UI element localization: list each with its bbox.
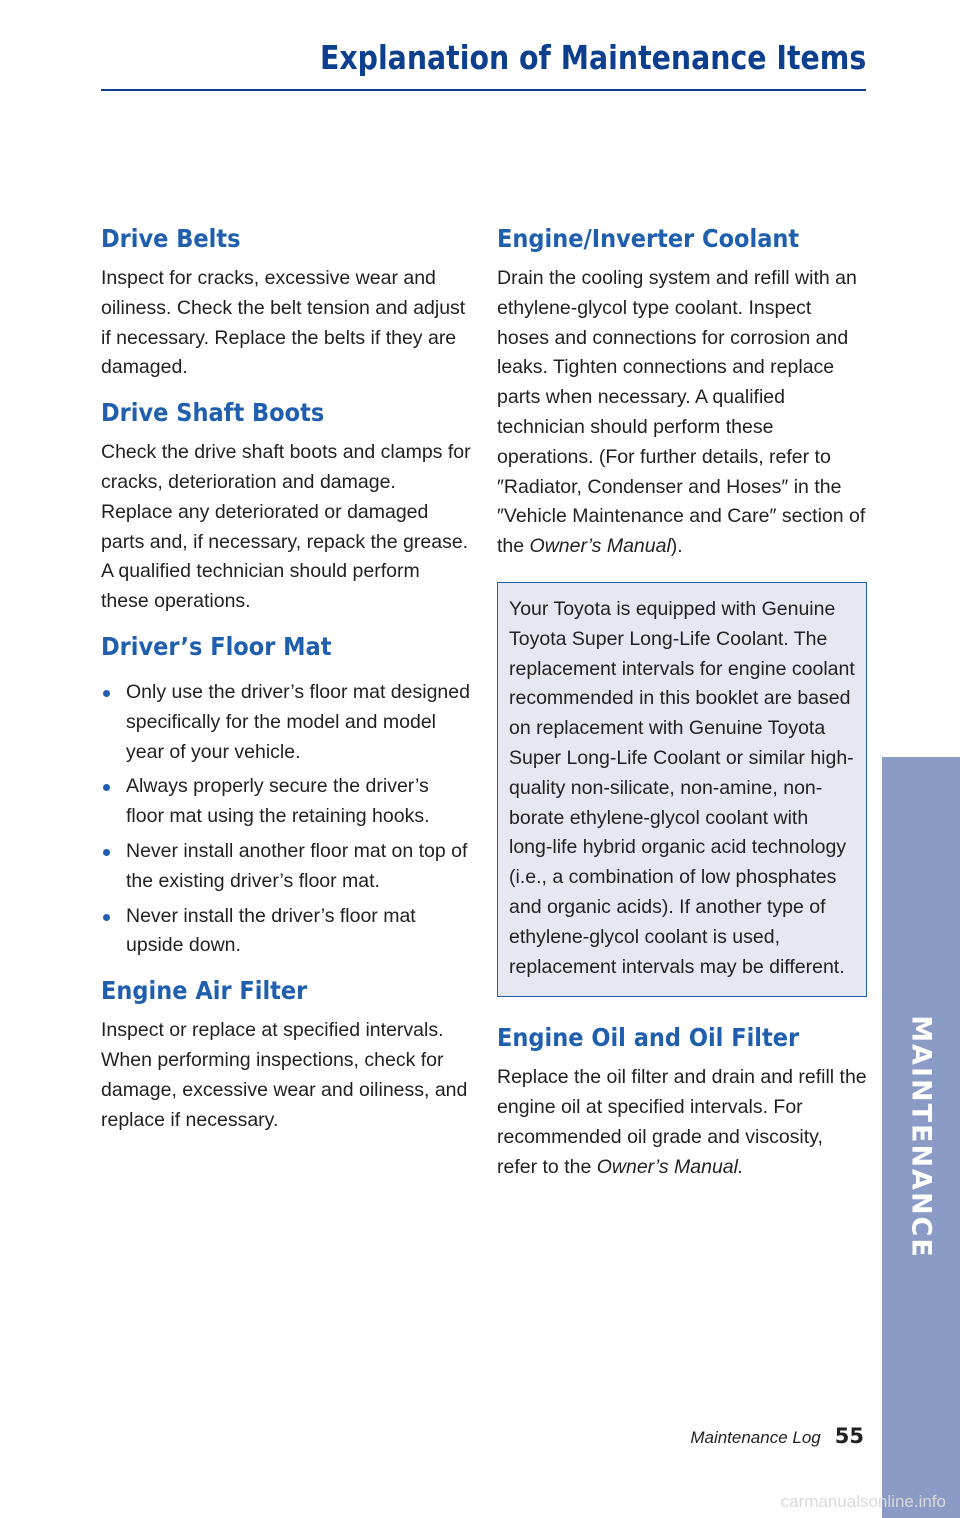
heading-drive-shaft-boots: Drive Shaft Boots <box>101 398 325 428</box>
text-drive-belts: Inspect for cracks, excessive wear and oiliness. Check the belt tension and adjust if necessary. Replace the belts if they are damaged. <box>101 267 466 379</box>
section-coolant <box>497 222 867 997</box>
bullet-icon <box>103 784 110 791</box>
text-drive-shaft-boots: Check the drive shaft boots and clamps for cracks, deterioration and damage. Replace any deteriorated or damaged parts and, if necessary, repack the grease. A qualified technician should perform these operations. <box>101 441 471 613</box>
side-tab-label: MAINTENANCE <box>905 1015 937 1259</box>
list-item <box>101 772 471 832</box>
bullet-icon <box>103 849 110 856</box>
heading-engine-oil: Engine Oil and Oil Filter <box>497 1023 800 1053</box>
list-item <box>101 837 471 897</box>
section-engine-air-filter <box>101 974 471 1135</box>
manual-reference: Owner’s Manual. <box>596 1155 744 1178</box>
section-floor-mat <box>101 630 471 961</box>
right-column <box>497 222 867 1183</box>
page-title: Explanation of Maintenance Items <box>319 38 866 77</box>
page-number: 55 <box>834 1424 864 1448</box>
bullet-icon <box>103 914 110 921</box>
list-item-text: Never install another floor mat on top of the existing driver’s floor mat. <box>126 839 468 892</box>
footer-label: Maintenance Log <box>690 1428 821 1447</box>
heading-engine-air-filter: Engine Air Filter <box>101 976 308 1006</box>
coolant-note-box <box>497 582 867 997</box>
section-side-tab <box>882 757 960 1518</box>
list-item-text: Always properly secure the driver’s floor mat using the retaining hooks. <box>126 775 430 828</box>
list-item-text: Never install the driver’s floor mat upside down. <box>126 904 416 957</box>
engine-oil-body: Replace the oil filter and drain and refill the engine oil at specified intervals. For recommended oil grade and viscosity, refer to the <box>497 1066 867 1178</box>
section-engine-oil <box>497 1021 867 1182</box>
coolant-body: Drain the cooling system and refill with an ethylene-glycol type coolant. Inspect hoses and connections for corrosion and leaks. Tighten connections and replace parts when necessary. A qualified technician should perform these operations. (For further details, refer to ″Radiator, Condenser and Hoses″ in the ″Vehicle Maintenance and Care″ section of the <box>497 267 866 558</box>
page-footer <box>690 1424 864 1448</box>
heading-drive-belts: Drive Belts <box>101 224 241 253</box>
section-drive-shaft-boots <box>101 396 471 617</box>
text-engine-air-filter: Inspect or replace at specified intervals. When performing inspections, check for damage, excessive wear and oiliness, and replace if necessary. <box>101 1019 468 1131</box>
title-divider <box>101 89 866 91</box>
manual-reference: Owner’s Manual <box>529 535 671 558</box>
text-coolant <box>497 264 867 562</box>
section-drive-belts <box>101 222 471 383</box>
floor-mat-list <box>101 678 471 961</box>
coolant-body-end: ). <box>670 535 683 558</box>
coolant-note-text: Your Toyota is equipped with Genuine Toyota Super Long-Life Coolant. The replacement intervals for engine coolant recommended in this booklet are based on replacement with Genuine Toyota Super Long-Life Coolant or similar high-quality non-silicate, non-amine, non-borate ethylene-glycol coolant with long-life hybrid organic acid technology (i.e., a combination of low phosphates and organic acids). If another type of ethylene-glycol coolant is used, replacement intervals may be different. <box>509 597 855 978</box>
watermark: carmanualsonline.info <box>780 1492 946 1511</box>
heading-floor-mat: Driver’s Floor Mat <box>101 631 332 661</box>
list-item-text: Only use the driver’s floor mat designed specifically for the model and model year of your vehicle. <box>126 680 470 763</box>
heading-coolant: Engine/Inverter Coolant <box>497 224 800 253</box>
bullet-icon <box>103 690 110 697</box>
left-column <box>101 222 471 1135</box>
list-item <box>101 678 471 767</box>
list-item <box>101 902 471 962</box>
text-engine-oil <box>497 1063 867 1182</box>
